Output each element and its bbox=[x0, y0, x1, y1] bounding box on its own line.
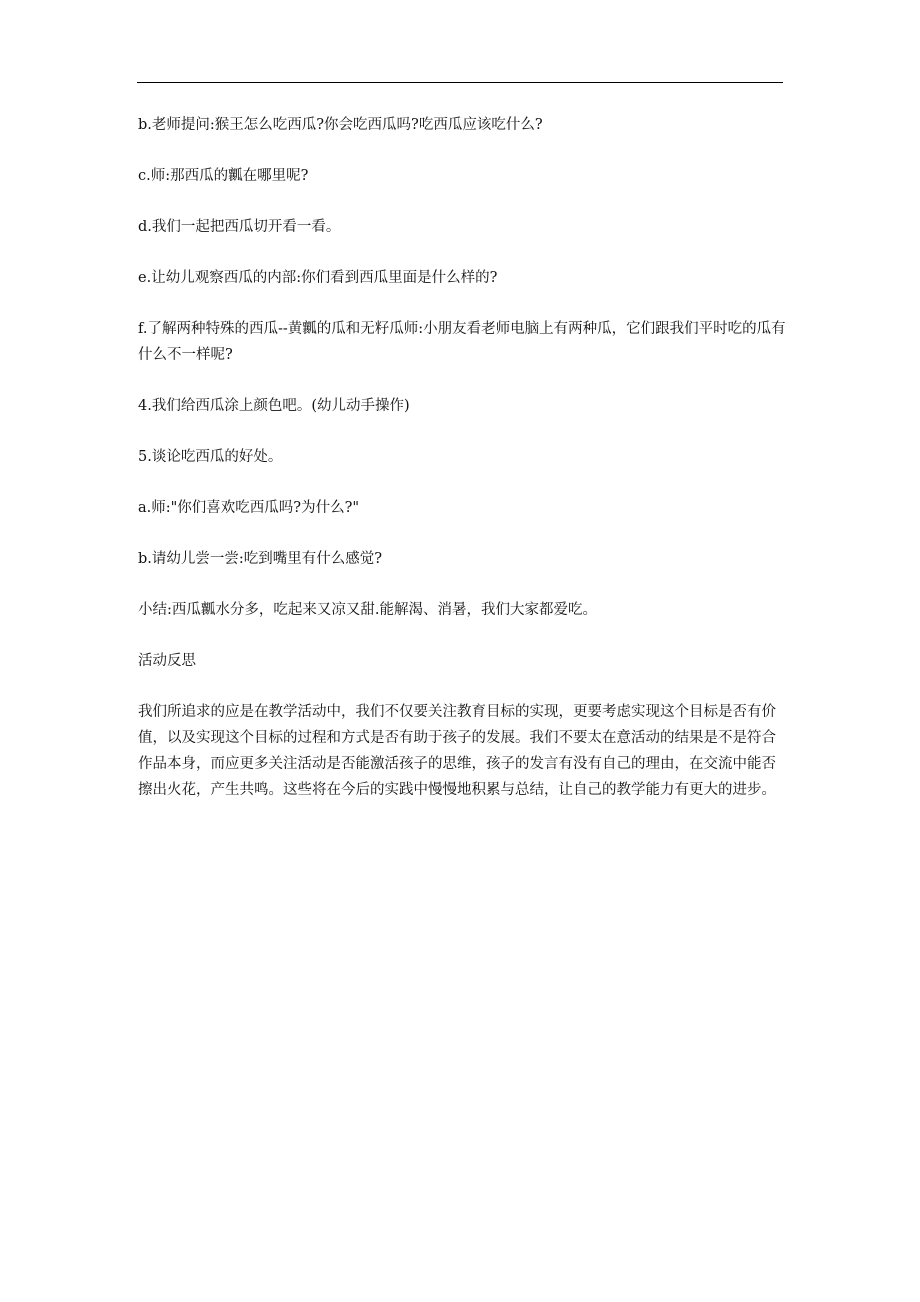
paragraph-e-observe: e.让幼儿观察西瓜的内部:你们看到西瓜里面是什么样的? bbox=[138, 270, 498, 286]
header-rule bbox=[137, 82, 783, 83]
paragraph-step-4: 4.我们给西瓜涂上颜色吧。(幼儿动手操作) bbox=[138, 398, 410, 414]
document-body bbox=[138, 112, 786, 828]
paragraph-f-special: f.了解两种特殊的西瓜--黄瓤的瓜和无籽瓜师:小朋友看老师电脑上有两种瓜，它们跟我们平时吃的瓜有什么不一样呢? bbox=[138, 321, 786, 363]
section-heading-reflection: 活动反思 bbox=[138, 653, 196, 669]
paragraph-b-taste: b.请幼儿尝一尝:吃到嘴里有什么感觉? bbox=[138, 551, 383, 567]
paragraph-c-question: c.师:那西瓜的瓤在哪里呢? bbox=[138, 168, 309, 184]
paragraph-summary: 小结:西瓜瓤水分多，吃起来又凉又甜.能解渴、消暑，我们大家都爱吃。 bbox=[138, 602, 597, 618]
paragraph-step-5: 5.谈论吃西瓜的好处。 bbox=[138, 449, 283, 465]
paragraph-reflection: 我们所追求的应是在教学活动中，我们不仅要关注教育目标的实现，更要考虑实现这个目标是否有价值，以及实现这个目标的过程和方式是否有助于孩子的发展。我们不要太在意活动的结果是不是符合作品本身，而应更多关注活动是否能激活孩子的思维，孩子的发言有没有自己的理由，在交流中能否擦出火花，产生共鸣。这些将在今后的实践中慢慢地积累与总结，让自己的教学能力有更大的进步。 bbox=[138, 704, 776, 798]
paragraph-a-question: a.师:"你们喜欢吃西瓜吗?为什么?" bbox=[138, 500, 360, 516]
paragraph-b-question: b.老师提问:猴王怎么吃西瓜?你会吃西瓜吗?吃西瓜应该吃什么? bbox=[138, 117, 543, 133]
paragraph-d-cut: d.我们一起把西瓜切开看一看。 bbox=[138, 219, 341, 235]
